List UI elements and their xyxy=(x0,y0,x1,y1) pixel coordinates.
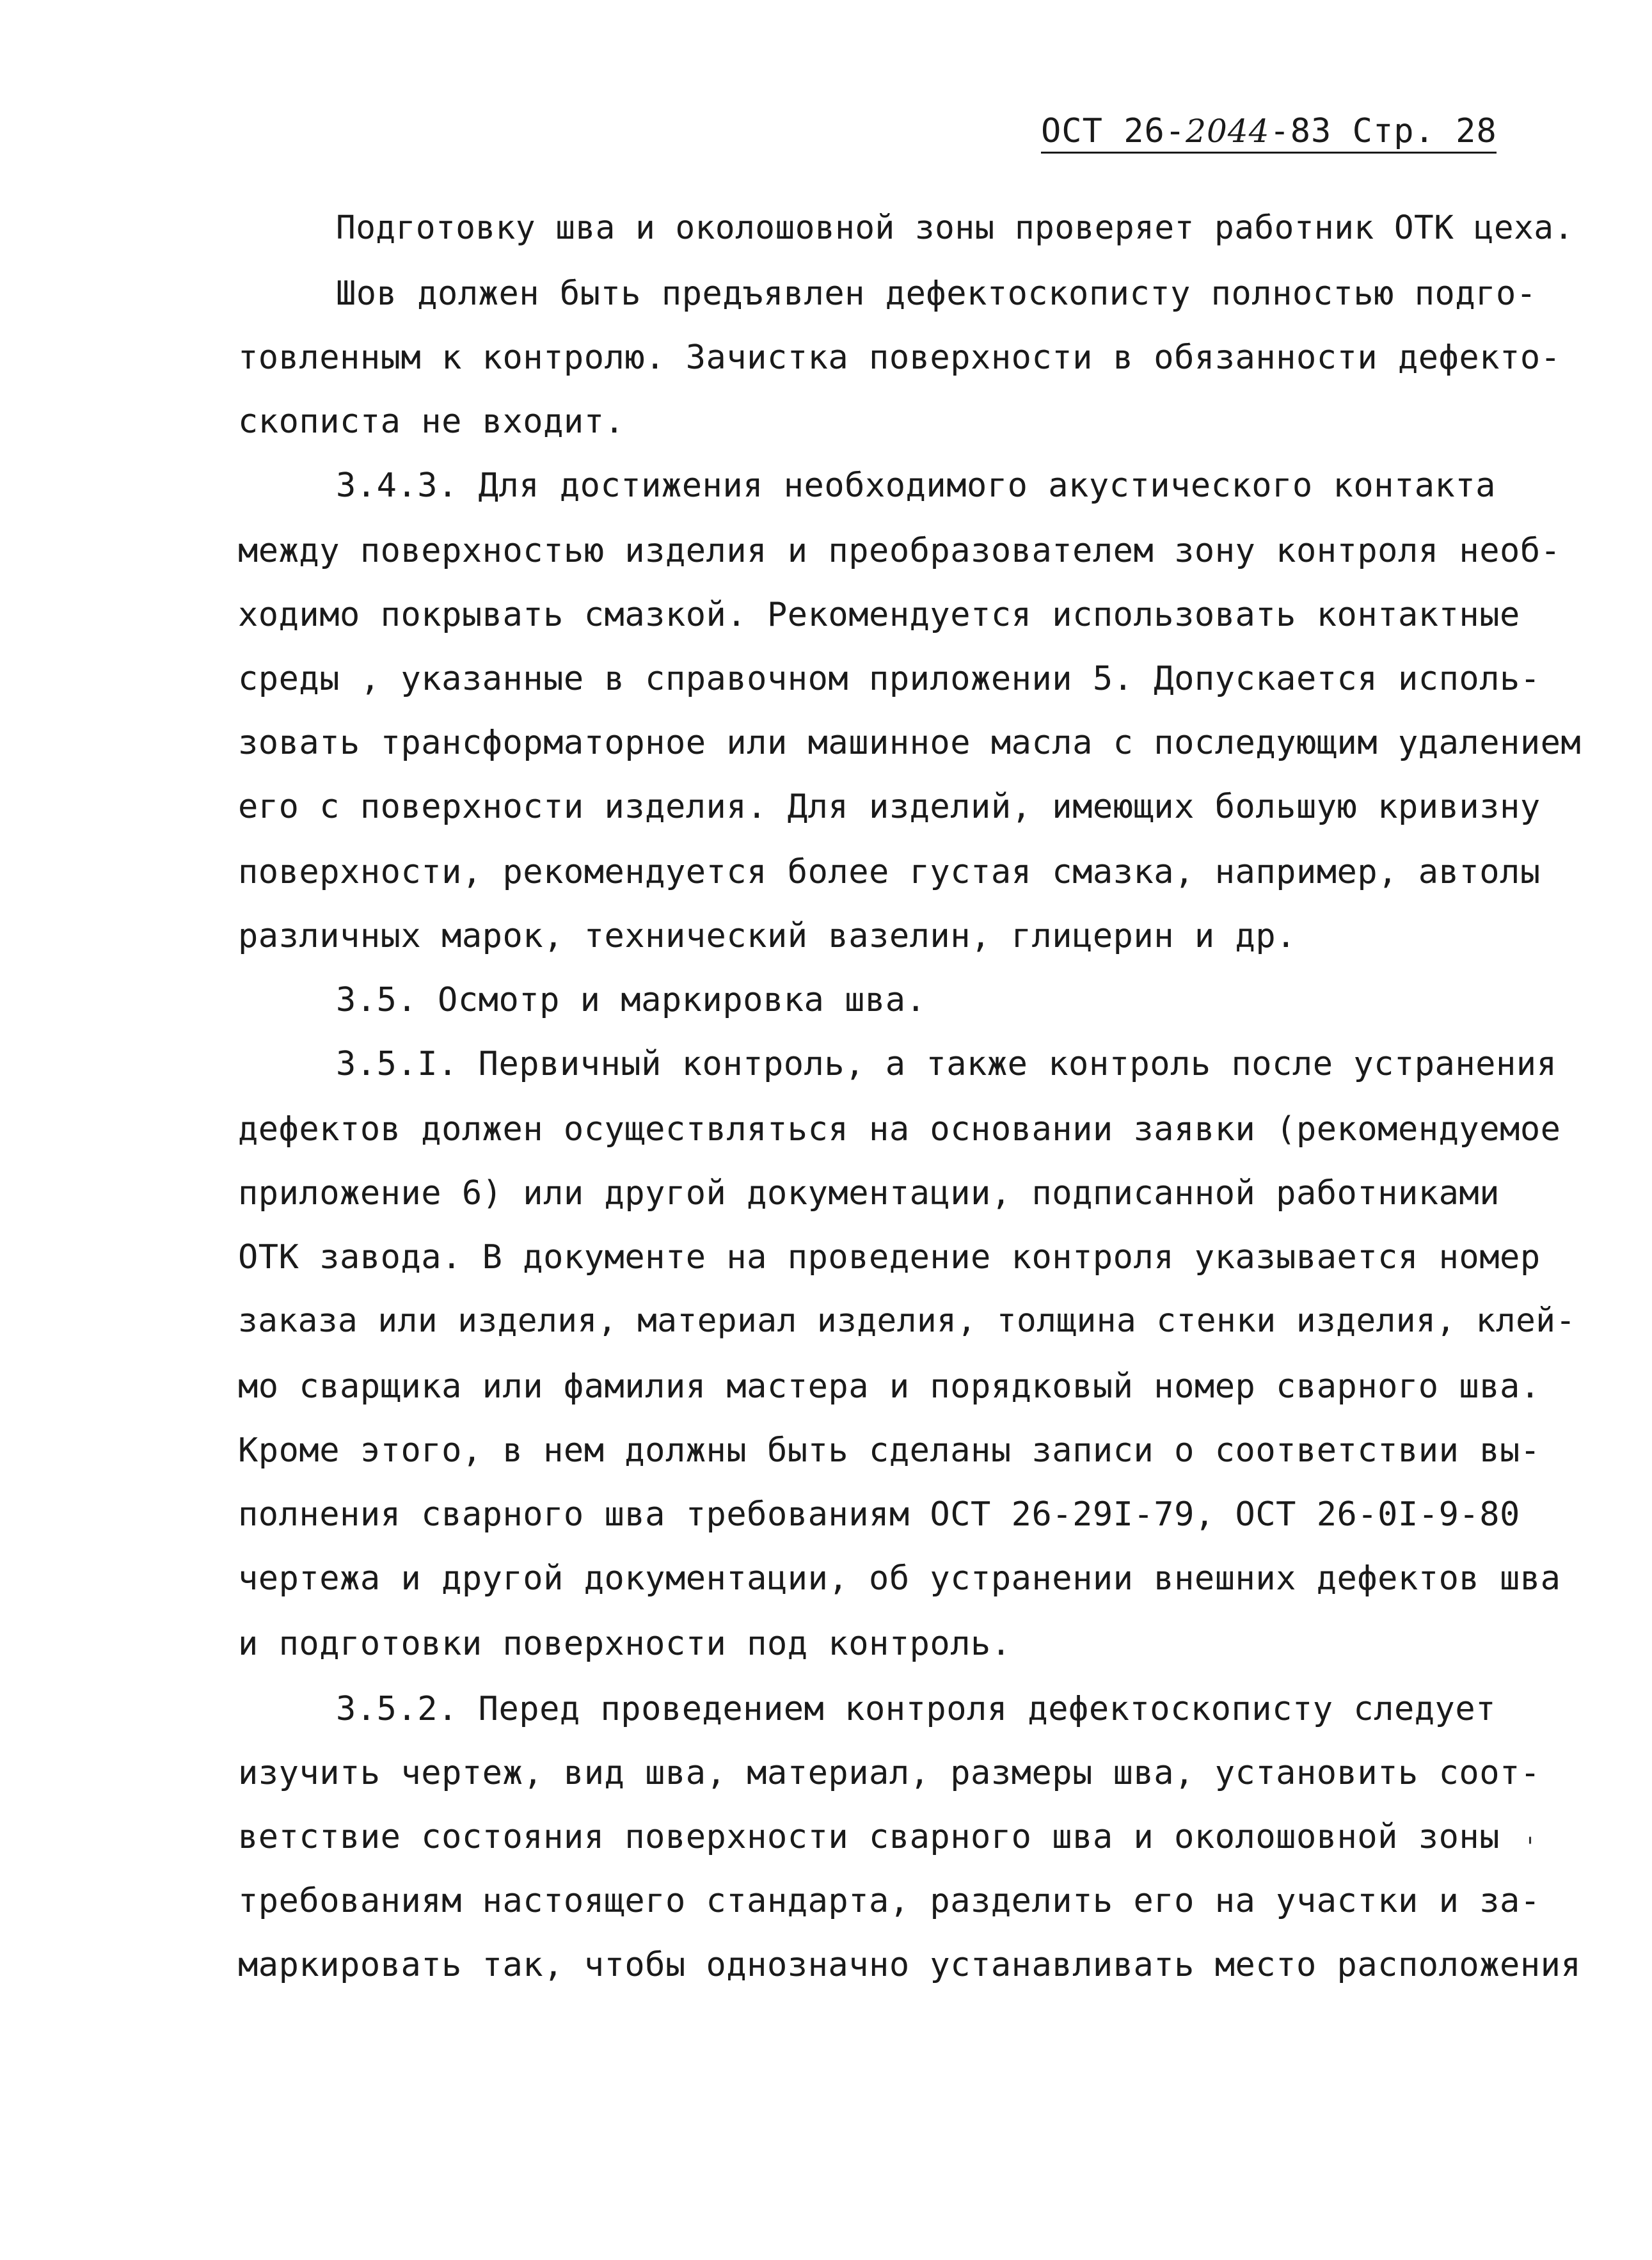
header-underline xyxy=(1041,152,1497,154)
text-line: полнения сварного шва требованиям ОСТ 26-29I-79, ОСТ 26-0I-9-80 xyxy=(238,1495,1520,1534)
text-line: приложение 6) или другой документации, подписанной работниками xyxy=(238,1174,1500,1213)
text-line: маркировать так, чтобы однозначно устанавливать место расположения xyxy=(238,1946,1582,1984)
text-line: товленным к контролю. Зачистка поверхности в обязанности дефекто- xyxy=(238,338,1561,377)
text-line: изучить чертеж, вид шва, материал, размеры шва, установить соот- xyxy=(238,1754,1541,1792)
text-line: заказа или изделия, материал изделия, толщина стенки изделия, клей- xyxy=(238,1302,1576,1340)
text-line: его с поверхности изделия. Для изделий, имеющих большую кривизну xyxy=(238,788,1541,826)
page-header xyxy=(1041,107,1497,155)
text-line: поверхности, рекомендуется более густая смазка, например, автолы xyxy=(238,853,1541,891)
text-line: 3.4.3. Для достижения необходимого акустического контакта xyxy=(336,466,1496,505)
text-line: между поверхностью изделия и преобразователем зону контроля необ- xyxy=(238,532,1561,570)
margin-mark: ' xyxy=(1527,1833,1534,1862)
section-heading: 3.5. Осмотр и маркировка шва. xyxy=(336,981,926,1019)
text-line: Кроме этого, в нем должны быть сделаны записи о соответствии вы- xyxy=(238,1431,1541,1470)
text-line: и подготовки поверхности под контроль. xyxy=(238,1625,1012,1663)
text-line: ходимо покрывать смазкой. Рекомендуется использовать контактные xyxy=(238,596,1520,634)
text-line: требованиям настоящего стандарта, разделить его на участки и за- xyxy=(238,1882,1541,1920)
text-line: мо сварщика или фамилия мастера и порядковый номер сварного шва. xyxy=(238,1367,1541,1406)
header-handwritten-number: 2044 xyxy=(1186,113,1270,150)
text-line: скописта не входит. xyxy=(238,402,625,441)
text-line: зовать трансформаторное или машинное масла с последующим удалением xyxy=(238,724,1582,762)
text-line: 3.5.I. Первичный контроль, а также контроль после устранения xyxy=(336,1045,1557,1083)
header-standard-prefix: ОСТ 26- xyxy=(1041,112,1186,150)
text-line: Подготовку шва и околошовной зоны проверяет работник ОТК цеха. xyxy=(336,209,1574,247)
text-line: ветствие состояния поверхности сварного шва и околошовной зоны xyxy=(238,1818,1500,1856)
text-line: Шов должен быть предъявлен дефектоскописту полностью подго- xyxy=(336,275,1537,313)
text-line: ОТК завода. В документе на проведение контроля указывается номер xyxy=(238,1238,1541,1277)
text-line: 3.5.2. Перед проведением контроля дефектоскописту следует xyxy=(336,1690,1496,1728)
text-line: чертежа и другой документации, об устранении внешних дефектов шва xyxy=(238,1559,1561,1598)
text-line: различных марок, технический вазелин, глицерин и др. xyxy=(238,917,1296,955)
text-line: среды , указанные в справочном приложении 5. Допускается исполь- xyxy=(238,660,1541,698)
header-page-suffix: -83 Стр. 28 xyxy=(1269,112,1497,150)
text-line: дефектов должен осуществляться на основании заявки (рекомендуемое xyxy=(238,1110,1561,1149)
